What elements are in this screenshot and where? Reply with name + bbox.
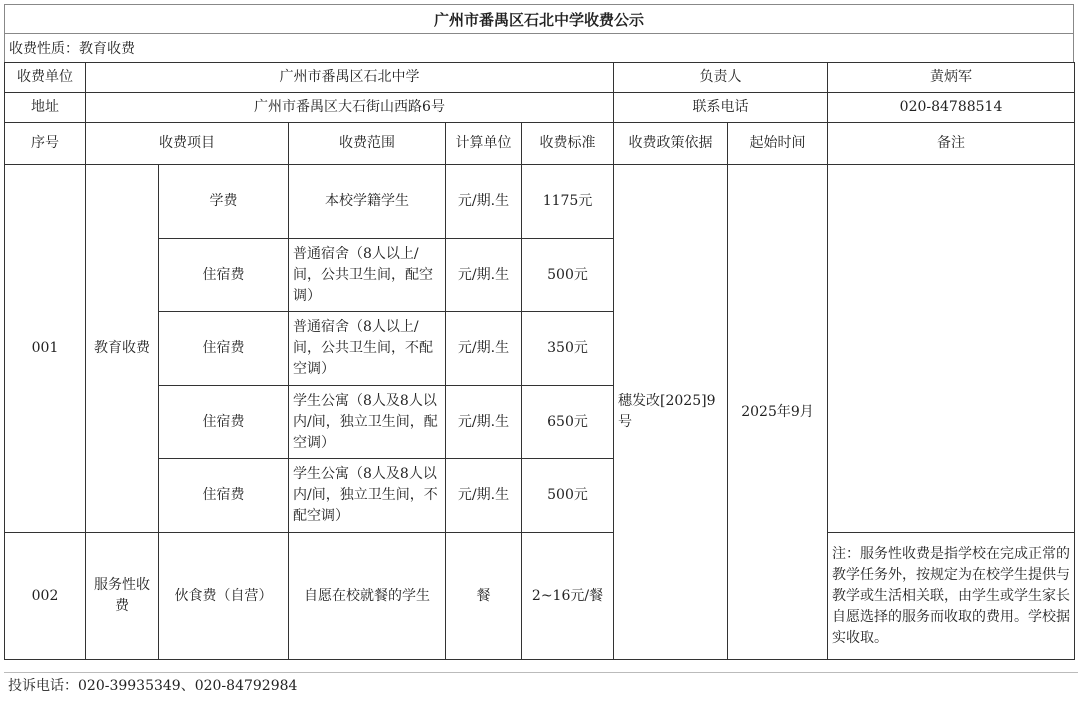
group-category: 服务性收费 [86, 533, 159, 660]
unit-row [5, 63, 1075, 93]
phone-label: 联系电话 [614, 93, 828, 123]
remark-note: 注：服务性收费是指学校在完成正常的教学任务外，按规定为在校学生提供与教学或生活相关联，由学生或学生家长自愿选择的服务而收取的费用。学校据实收取。 [828, 533, 1075, 660]
item-standard: 500元 [522, 239, 614, 312]
person-value: 黄炳军 [828, 63, 1075, 93]
item-unit: 元/期.生 [446, 239, 522, 312]
unit-label: 收费单位 [5, 63, 86, 93]
item-standard: 2~16元/餐 [522, 533, 614, 660]
address-row [5, 93, 1075, 123]
header-standard: 收费标准 [522, 123, 614, 165]
item-scope: 普通宿舍（8人以上/间，公共卫生间，不配空调） [289, 312, 446, 386]
fee-nature-line: 收费性质：教育收费 [4, 33, 1074, 62]
header-seq: 序号 [5, 123, 86, 165]
address-value: 广州市番禺区大石街山西路6号 [86, 93, 614, 123]
item-name: 住宿费 [159, 459, 289, 533]
item-name: 住宿费 [159, 312, 289, 386]
item-scope: 自愿在校就餐的学生 [289, 533, 446, 660]
item-scope: 普通宿舍（8人以上/间，公共卫生间，配空调） [289, 239, 446, 312]
address-label: 地址 [5, 93, 86, 123]
unit-value: 广州市番禺区石北中学 [86, 63, 614, 93]
item-unit: 元/期.生 [446, 312, 522, 386]
group-category: 教育收费 [86, 165, 159, 533]
header-policy: 收费政策依据 [614, 123, 728, 165]
header-row [5, 123, 1075, 165]
phone-value: 020-84788514 [828, 93, 1075, 123]
item-standard: 350元 [522, 312, 614, 386]
item-name: 伙食费（自营） [159, 533, 289, 660]
header-start: 起始时间 [728, 123, 828, 165]
item-standard: 1175元 [522, 165, 614, 239]
header-unit: 计算单位 [446, 123, 522, 165]
header-scope: 收费范围 [289, 123, 446, 165]
item-scope: 本校学籍学生 [289, 165, 446, 239]
complaint-phone: 投诉电话：020-39935349、020-84792984 [4, 672, 1078, 697]
item-scope: 学生公寓（8人及8人以内/间，独立卫生间，配空调） [289, 386, 446, 459]
table-row [5, 165, 1075, 239]
table-row [5, 533, 1075, 660]
item-unit: 元/期.生 [446, 386, 522, 459]
item-unit: 元/期.生 [446, 459, 522, 533]
item-scope: 学生公寓（8人及8人以内/间，独立卫生间，不配空调） [289, 459, 446, 533]
document-title: 广州市番禺区石北中学收费公示 [4, 4, 1074, 33]
person-label: 负责人 [614, 63, 828, 93]
item-unit: 元/期.生 [446, 165, 522, 239]
group-seq: 001 [5, 165, 86, 533]
header-item: 收费项目 [86, 123, 289, 165]
remark-empty [828, 165, 1075, 533]
item-standard: 650元 [522, 386, 614, 459]
group-seq: 002 [5, 533, 86, 660]
fee-notice-sheet [4, 4, 1074, 660]
item-name: 住宿费 [159, 239, 289, 312]
policy-basis: 穗发改[2025]9号 [614, 165, 728, 660]
item-standard: 500元 [522, 459, 614, 533]
start-time: 2025年9月 [728, 165, 828, 660]
fee-table [4, 62, 1075, 660]
header-remark: 备注 [828, 123, 1075, 165]
item-name: 住宿费 [159, 386, 289, 459]
item-name: 学费 [159, 165, 289, 239]
item-unit: 餐 [446, 533, 522, 660]
